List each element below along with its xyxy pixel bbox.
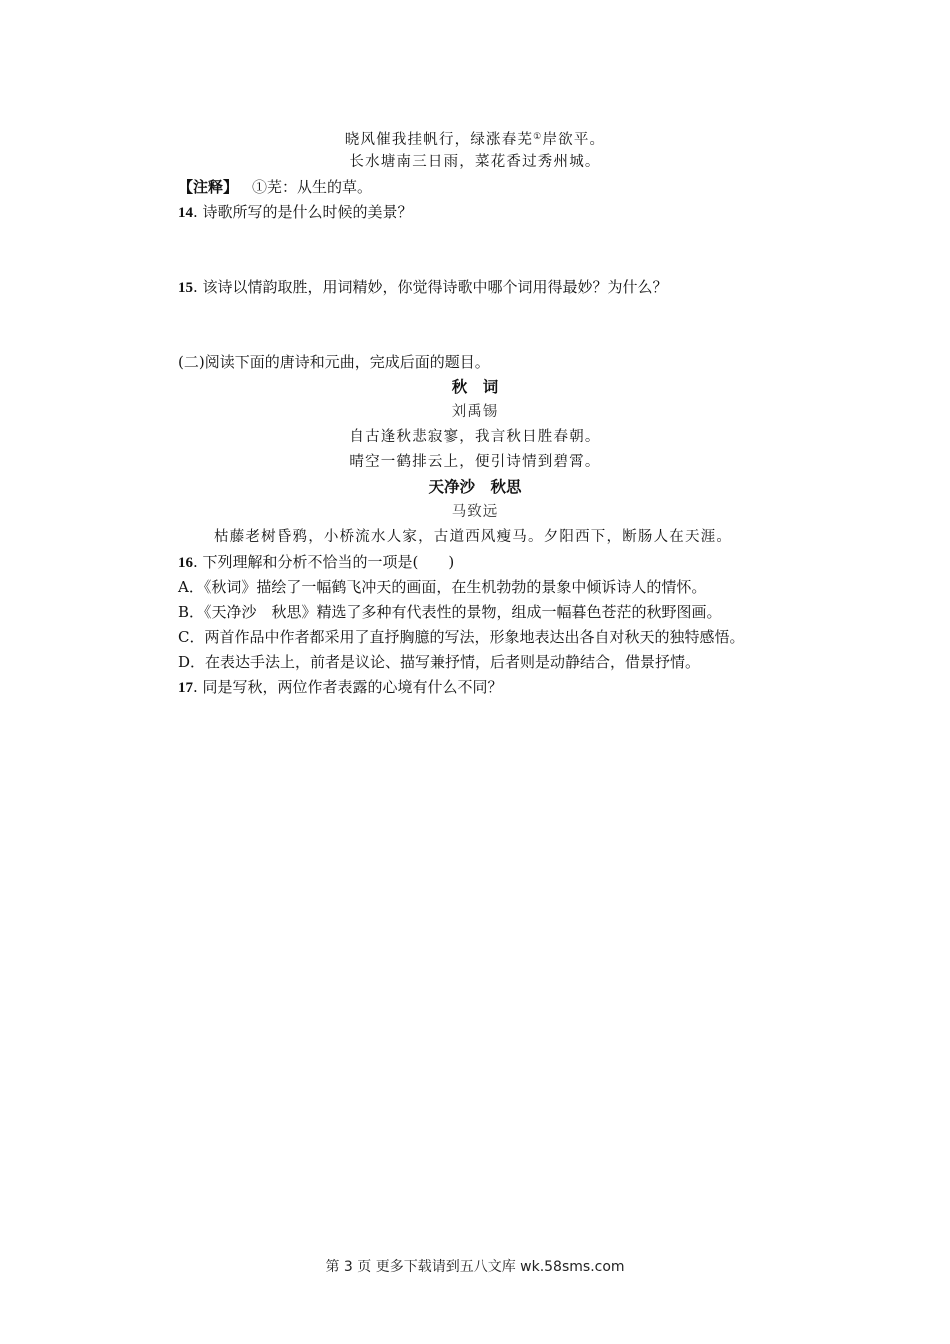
question-text: . 下列理解和分析不恰当的一项是( ) <box>193 553 455 571</box>
question-number: 15 <box>178 280 193 296</box>
question-text: . 诗歌所写的是什么时候的美景？ <box>193 203 413 221</box>
page-footer: 第 3 页 更多下载请到五八文库 wk.58sms.com <box>325 1259 625 1275</box>
question-number: 17 <box>178 680 193 696</box>
question-text: . 该诗以情韵取胜，用词精妙，你觉得诗歌中哪个词用得最妙？为什么？ <box>193 278 668 296</box>
annotation-text: ①芜：从生的草。 <box>252 178 373 196</box>
poem3-title: 天净沙 秋思 <box>428 478 522 496</box>
option-d: D．在表达手法上，前者是议论、描写兼抒情，后者则是动静结合，借景抒情。 <box>178 653 701 671</box>
poem2-title: 秋 词 <box>451 378 499 396</box>
poem2-author: 刘禹锡 <box>451 404 499 420</box>
poem3-author: 马致远 <box>451 504 499 520</box>
question-14 <box>178 202 413 223</box>
section-intro: (二)阅读下面的唐诗和元曲，完成后面的题目。 <box>178 353 490 371</box>
annotation <box>178 177 372 197</box>
question-17 <box>178 677 503 698</box>
poem1-line2: 长水塘南三日雨，菜花香过秀州城。 <box>349 154 601 170</box>
poem3-line1: 枯藤老树昏鸦，小桥流水人家，古道西风瘦马。夕阳西下，断肠人在天涯。 <box>214 529 733 545</box>
option-b: B．《天净沙 秋思》精选了多种有代表性的景物，组成一幅暮色苍茫的秋野图画。 <box>178 603 722 621</box>
option-c: C．两首作品中作者都采用了直抒胸臆的写法，形象地表达出各自对秋天的独特感悟。 <box>178 628 745 646</box>
question-number: 16 <box>178 555 193 571</box>
question-number: 14 <box>178 205 193 221</box>
poem1-line1-part-a: 晓风催我挂帆行，绿涨春芜 <box>344 132 534 148</box>
option-a: A．《秋词》描绘了一幅鹤飞冲天的画面，在生机勃勃的景象中倾诉诗人的情怀。 <box>178 578 707 596</box>
question-16 <box>178 552 454 573</box>
footnote-mark: ① <box>533 132 543 142</box>
poem2-line1: 自古逢秋悲寂寥，我言秋日胜春朝。 <box>349 429 601 445</box>
question-text: . 同是写秋，两位作者表露的心境有什么不同？ <box>193 678 503 696</box>
poem1-line1-part-b: 岸欲平。 <box>542 132 606 148</box>
poem1-line1 <box>0 127 950 150</box>
poem2-line2: 晴空一鹤排云上，便引诗情到碧霄。 <box>349 454 601 470</box>
annotation-label: 【注释】 <box>178 178 239 196</box>
question-15 <box>178 277 668 298</box>
